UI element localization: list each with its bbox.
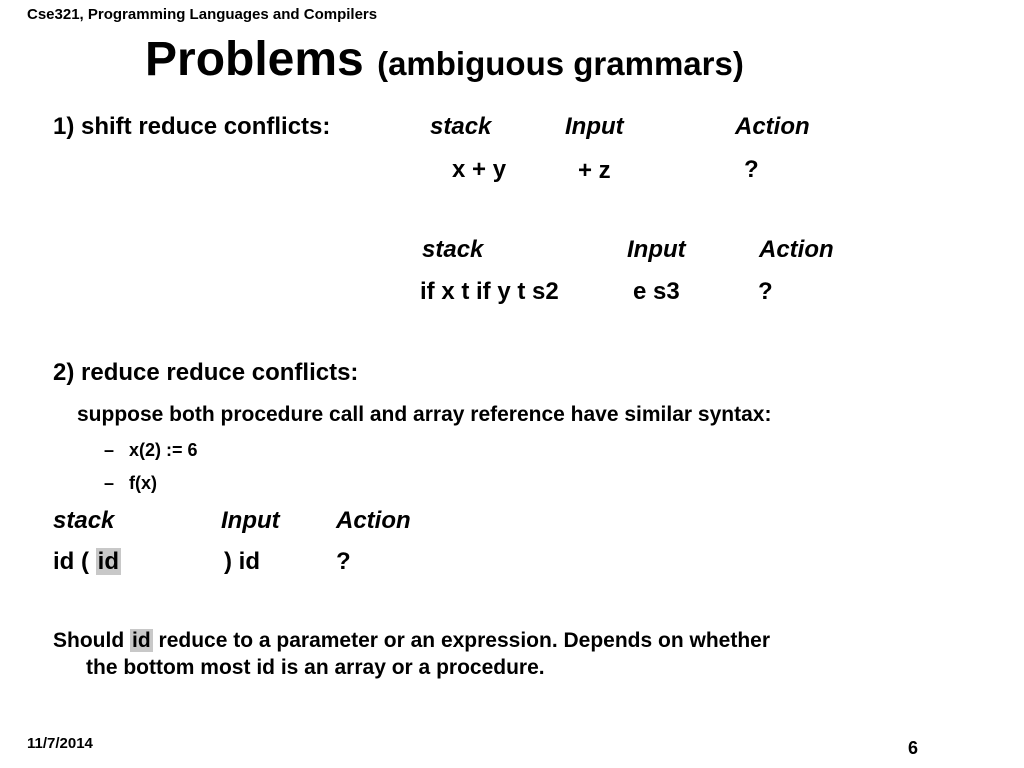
footer-date: 11/7/2014 xyxy=(27,735,93,752)
table1-col-action: Action xyxy=(735,113,810,140)
should-lead: Should xyxy=(53,629,125,652)
title-main: Problems xyxy=(145,33,364,86)
table2-input: e s3 xyxy=(633,278,680,305)
table2-col-input: Input xyxy=(627,236,686,263)
table1-col-input: Input xyxy=(565,113,624,140)
bullet-item: x(2) := 6 xyxy=(129,440,198,460)
table3-stack xyxy=(53,548,121,576)
should-rest: reduce to a parameter or an expression. Depends on whether xyxy=(158,629,771,652)
section1-heading: 1) shift reduce conflicts: xyxy=(53,113,331,140)
should-line1 xyxy=(53,628,770,654)
table3-stack-prefix: id ( xyxy=(53,548,96,575)
page-number: 6 xyxy=(908,738,919,758)
table1-input: + z xyxy=(578,157,611,184)
should-highlight: id xyxy=(132,629,151,652)
slide-title xyxy=(145,32,744,92)
table1-stack: x + y xyxy=(452,156,507,183)
table3-col-action: Action xyxy=(336,507,411,534)
course-header: Cse321, Programming Languages and Compilers xyxy=(27,6,378,23)
suppose-text: suppose both procedure call and array reference have similar syntax: xyxy=(77,403,772,426)
table3-col-input: Input xyxy=(221,507,280,534)
table3-input: ) id xyxy=(224,548,260,575)
should-line2: the bottom most id is an array or a procedure. xyxy=(86,656,545,679)
table2-stack: if x t if y t s2 xyxy=(420,278,559,305)
section2-heading: 2) reduce reduce conflicts: xyxy=(53,359,359,386)
bullet-dash: – xyxy=(104,473,115,493)
table2-col-stack: stack xyxy=(422,236,484,263)
title-sub: (ambiguous grammars) xyxy=(377,45,744,82)
table3-stack-highlight: id xyxy=(97,548,119,575)
table3-action: ? xyxy=(336,548,351,575)
table1-col-stack: stack xyxy=(430,113,492,140)
table2-col-action: Action xyxy=(759,236,834,263)
table3-col-stack: stack xyxy=(53,507,115,534)
table1-action: ? xyxy=(744,156,759,183)
bullet-item: f(x) xyxy=(129,473,157,493)
bullet-dash: – xyxy=(104,440,115,460)
table2-action: ? xyxy=(758,278,773,305)
